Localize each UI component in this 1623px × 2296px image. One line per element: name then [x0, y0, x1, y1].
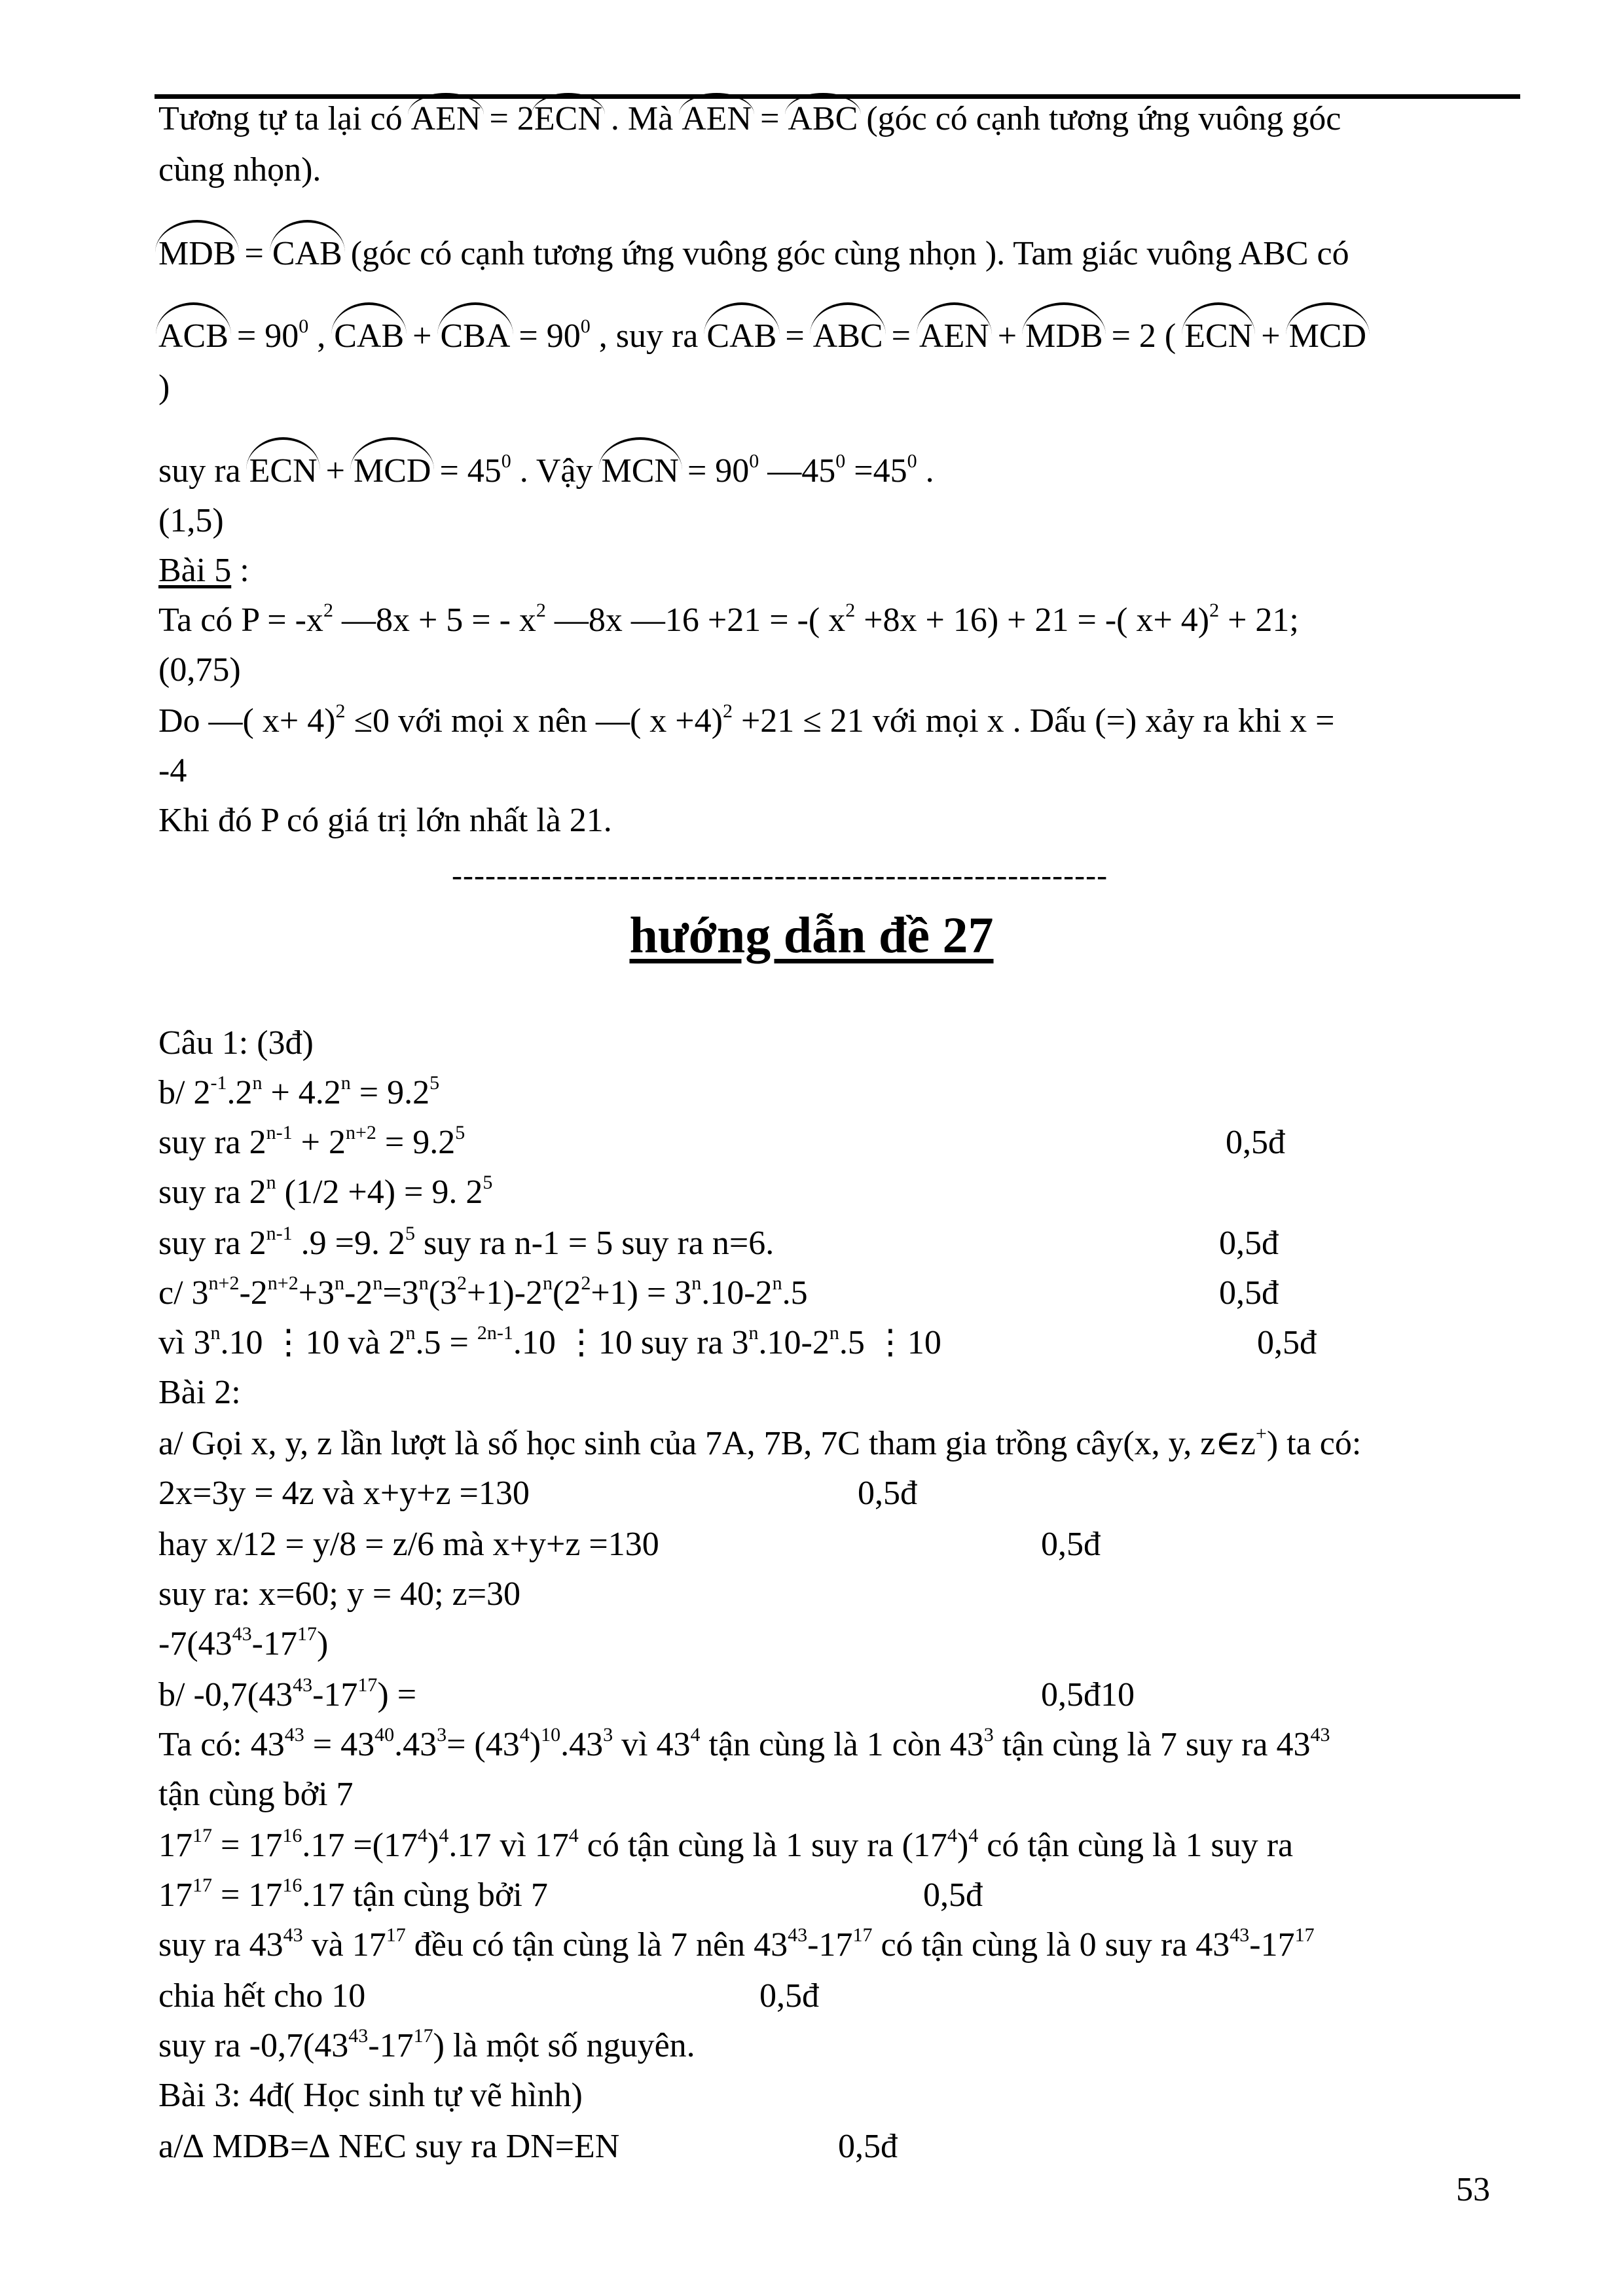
- text-line: b/ $2^{-1}.2^n + 4.2^n = 9.2^5$: [158, 1072, 440, 1111]
- score: 0,5đ: [838, 2128, 898, 2165]
- page-number: 53: [1456, 2171, 1490, 2208]
- text-line: tận cùng bởi 7: [158, 1776, 354, 1813]
- text-line: b/ $-0,7(43^{43}-17^{17})$ =: [158, 1674, 417, 1713]
- angle-arc: AEN: [682, 100, 752, 137]
- text-line: $-7(43^{43}-17^{17})$: [158, 1623, 329, 1662]
- text-line: Bài 2:: [158, 1374, 241, 1411]
- text-line: Ta có $P = -x^2$ —8x + 5 = - $x^2$ —8x —16 +21 = -( $x^2 +8x + 16) + 21$ = -( x+ 4)$^2$ + 21;: [158, 600, 1299, 639]
- angle-arc: MCN: [601, 452, 679, 490]
- angle-arc: MCD: [1288, 317, 1367, 355]
- page-heading: hướng dẫn đề 27: [629, 906, 994, 963]
- text-line: ): [158, 368, 170, 406]
- text-line: a/∆ MDB=∆ NEC suy ra DN=EN: [158, 2128, 620, 2165]
- score: 0,5đ: [923, 1876, 983, 1914]
- text-line: a/ Gọi x, y, z lần lượt là số học sinh của 7A, 7B, 7C tham gia trồng cây(x, y, z∈z+) ta có:: [158, 1423, 1362, 1462]
- text-line: Bài 3: 4đ( Học sinh tự vẽ hình): [158, 2077, 583, 2114]
- text-line: chia hết cho 10: [158, 1977, 366, 2015]
- angle-arc: ACB: [158, 317, 228, 355]
- angle-arc: ABC: [788, 100, 858, 137]
- text-line: suy ra $-0,7(43^{43}-17^{17})$ là một số nguyên.: [158, 2025, 695, 2064]
- text-line: c/ $3^{n+2}-2^{n+2}+3^n-2^n=3^n(3^2+1)-2^n(2^2+1) = 3^n.10-2^n.5$: [158, 1272, 808, 1312]
- score: 0,5đ: [1041, 1526, 1101, 1563]
- text-line: MDB = CAB (góc có cạnh tương ứng vuông góc cùng nhọn ). Tam giác vuông ABC có: [158, 235, 1349, 272]
- text-line: 2x=3y = 4z và x+y+z =130: [158, 1475, 530, 1512]
- text-line: Tương tự ta lại có AEN = 2ECN . Mà AEN = ABC (góc có cạnh tương ứng vuông góc: [158, 100, 1341, 137]
- angle-arc: CAB: [706, 317, 777, 355]
- angle-arc: ABC: [812, 317, 883, 355]
- text-line: hay x/12 = y/8 = z/6 mà x+y+z =130: [158, 1526, 659, 1563]
- text-line: ACB = $90^0$ , CAB + CBA = $90^0$ , suy ra CAB = ABC = AEN + MDB = 2 ( ECN + MCD: [158, 315, 1367, 355]
- angle-arc: AEN: [919, 317, 989, 355]
- angle-arc: MDB: [1025, 317, 1103, 355]
- angle-arc: CBA: [440, 317, 511, 355]
- angle-arc: ECN: [249, 452, 318, 490]
- score: 0,5đ: [1219, 1225, 1279, 1262]
- score: 0,5đ: [858, 1475, 917, 1512]
- text-line: suy ra ECN + MCD = $45^0$ . Vậy MCN = $90^0$ $—45^0 =45^0$ .: [158, 450, 934, 490]
- text-line: -4: [158, 752, 187, 789]
- angle-arc: MCD: [353, 452, 431, 490]
- score: 0,5đ: [759, 1977, 819, 2015]
- score: 0,5đ: [1219, 1274, 1279, 1312]
- separator: -----------------------------------------------------------: [452, 858, 1108, 893]
- text-line: Do —( x+ 4)$^2$ ≤0 với mọi x nên —( x +4)$^2$ +21 ≤ 21 với mọi x . Dấu (=) xảy ra khi x =: [158, 700, 1335, 740]
- text-line: vì 3$^n$.10 ⋮10 và $2^n.5 = ^{2n-1}.10$ ⋮10 suy ra 3$^n$.10-2$^n$.5 ⋮10: [158, 1322, 941, 1361]
- text-line: (1,5): [158, 502, 224, 539]
- text-line: Ta có: $43^{43} = 43^{40}.43^3= (43^4)^{10}.43^3$ vì $43^4$ tận cùng là 1 còn $43^3$ tận cùng là 7 suy ra $43^{43}$: [158, 1724, 1330, 1763]
- angle-arc: CAB: [272, 235, 342, 272]
- score: 0,5đ: [1226, 1124, 1285, 1161]
- text-line: (0,75): [158, 651, 241, 689]
- score: 0,5đ: [1257, 1324, 1317, 1361]
- text-line: suy ra: x=60; y = 40; z=30: [158, 1575, 521, 1613]
- text-line: Câu 1: (3đ): [158, 1024, 314, 1062]
- text-line: $17^{17} = 17^{16}.17 =(17^4)^4.17$ vì $17^4$ có tận cùng là 1 suy ra $(17^4)^4$ có tận cùng là 1 suy ra: [158, 1825, 1294, 1864]
- angle-arc: AEN: [410, 100, 481, 137]
- angle-arc: MDB: [158, 235, 236, 272]
- section-title: Bài 5: [158, 552, 232, 589]
- text-line: suy ra $43^{43}$ và $17^{17}$ đều có tận cùng là 7 nên $43^{43}-17^{17}$ có tận cùng là 0 suy ra $43^{43}-17^{17}$: [158, 1924, 1315, 1964]
- angle-arc: ECN: [534, 100, 602, 137]
- text-line: cùng nhọn).: [158, 151, 321, 188]
- text-line: suy ra 2$^{n-1}$ .9 =9. $2^5$ suy ra n-1 = 5 suy ra n=6.: [158, 1223, 775, 1262]
- score: 0,5đ10: [1041, 1676, 1135, 1713]
- text-line: $17^{17} = 17^{16}.17$ tận cùng bởi 7: [158, 1874, 548, 1914]
- text-line: suy ra $2^{n-1} + 2^{n+2} = 9.2^5$: [158, 1122, 465, 1161]
- angle-arc: ECN: [1184, 317, 1253, 355]
- text-line: suy ra 2$^n$ (1/2 +4) = 9. $2^5$: [158, 1172, 493, 1211]
- angle-arc: CAB: [334, 317, 405, 355]
- text-line: Khi đó P có giá trị lớn nhất là 21.: [158, 802, 612, 839]
- text-line: Bài 5 :: [158, 552, 249, 589]
